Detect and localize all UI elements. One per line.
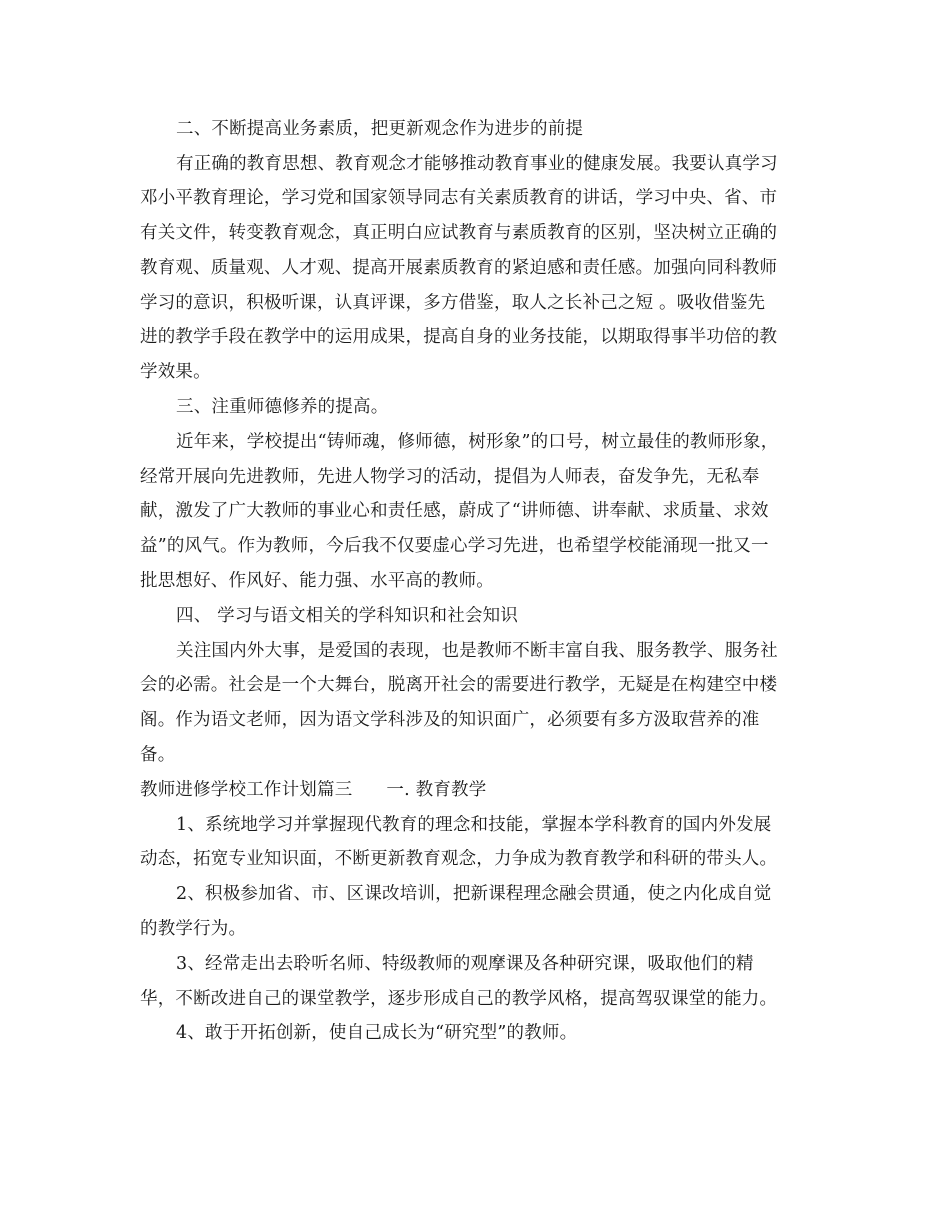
paragraph-line: 益”的风气。作为教师，今后我不仅要虚心学习先进，也希望学校能涌现一批又一 xyxy=(140,536,769,556)
paragraph-line: 华，不断改进自己的课堂教学，逐步形成自己的教学风格，提高驾驭课堂的能力。 xyxy=(140,989,778,1009)
paragraph-line: 邓小平教育理论，学习党和国家领导同志有关素质教育的讲话，学习中央、省、市 xyxy=(140,188,778,208)
paragraph-line: 2、积极参加省、市、区课改培训，把新课程理念融会贯通，使之内化成自觉 xyxy=(176,884,772,904)
paragraph-line: 有关文件，转变教育观念，真正明白应试教育与素质教育的区别，坚决树立正确的 xyxy=(140,223,778,243)
subsection-heading: 一. 教育教学 xyxy=(386,780,487,800)
article-title: 教师进修学校工作计划篇三 xyxy=(140,780,353,800)
paragraph-line: 3、经常走出去聆听名师、特级教师的观摩课及各种研究课，吸取他们的精 xyxy=(176,954,754,974)
paragraph-line: 动态，拓宽专业知识面，不断更新教育观念，力争成为教育教学和科研的带头人。 xyxy=(140,849,778,869)
paragraph-line: 4、敢于开拓创新，使自己成长为“研究型”的教师。 xyxy=(176,1023,578,1043)
paragraph-line: 进的教学手段在教学中的运用成果，提高自身的业务技能，以期取得事半功倍的教 xyxy=(140,327,778,347)
paragraph-line: 批思想好、作风好、能力强、水平高的教师。 xyxy=(140,571,494,591)
paragraph-line: 献，激发了广大教师的事业心和责任感，蔚成了“讲师德、讲奉献、求质量、求效 xyxy=(140,501,769,521)
paragraph-line: 的教学行为。 xyxy=(140,919,247,939)
section-heading-3: 三、注重师德修养的提高。 xyxy=(176,397,389,417)
paragraph-line: 教育观、质量观、人才观、提高开展素质教育的紧迫感和责任感。加强向同科教师 xyxy=(140,258,778,278)
paragraph-line: 1、系统地学习并掌握现代教育的理念和技能，掌握本学科教育的国内外发展 xyxy=(176,815,772,835)
section-heading-4: 四、 学习与语文相关的学科知识和社会知识 xyxy=(176,606,519,626)
paragraph-line: 关注国内外大事，是爱国的表现，也是教师不断丰富自我、服务教学、服务社 xyxy=(176,641,778,661)
paragraph-line: 备。 xyxy=(140,745,176,765)
section-heading-2: 二、不断提高业务素质，把更新观念作为进步的前提 xyxy=(176,119,584,139)
paragraph-line: 学效果。 xyxy=(140,362,211,382)
paragraph-line: 阁。作为语文老师，因为语文学科涉及的知识面广，必须要有多方汲取营养的准 xyxy=(140,710,760,730)
paragraph-line: 学习的意识，积极听课，认真评课，多方借鉴，取人之长补己之短 。吸收借鉴先 xyxy=(140,293,766,313)
paragraph-line: 经常开展向先进教师，先进人物学习的活动，提倡为人师表，奋发争先，无私奉 xyxy=(140,467,760,487)
paragraph-line: 有正确的教育思想、教育观念才能够推动教育事业的健康发展。我要认真学习 xyxy=(176,154,778,174)
paragraph-line: 会的必需。社会是一个大舞台，脱离开社会的需要进行教学，无疑是在构建空中楼 xyxy=(140,675,778,695)
article-heading xyxy=(140,779,820,801)
paragraph-line: 近年来，学校提出“铸师魂，修师德，树形象”的口号，树立最佳的教师形象， xyxy=(176,432,779,452)
